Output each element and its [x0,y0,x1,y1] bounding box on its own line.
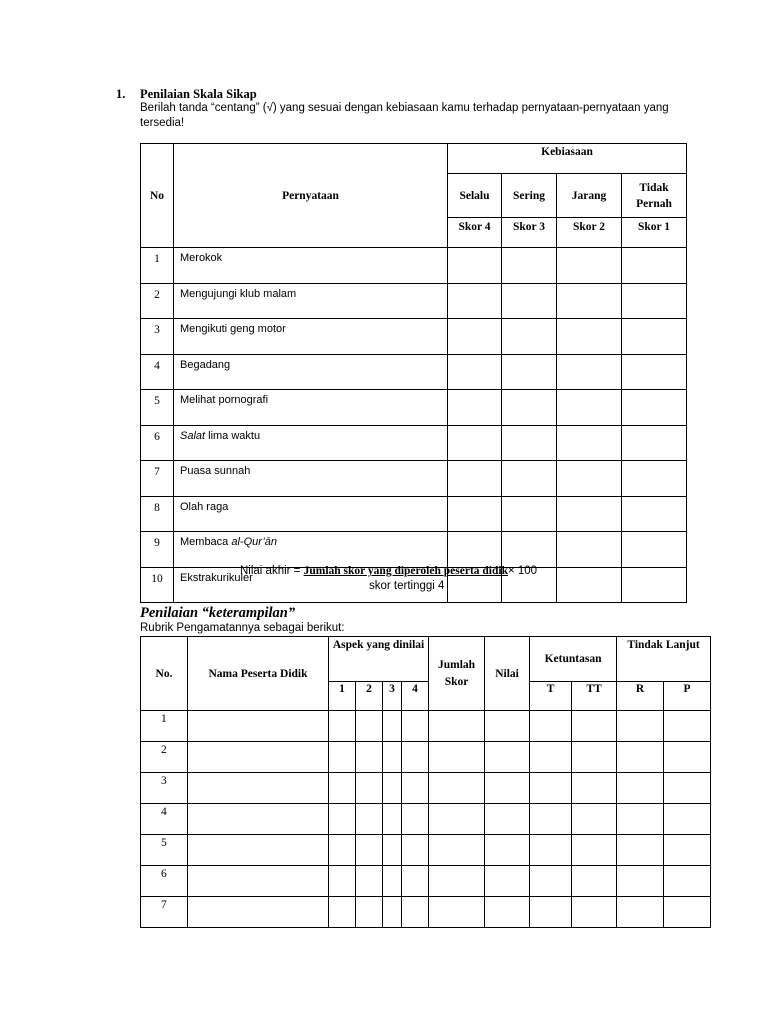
row-number: 9 [141,532,174,568]
total-score-cell[interactable] [429,711,485,742]
check-cell[interactable] [622,496,687,532]
completion-cell[interactable] [530,897,572,928]
check-cell[interactable] [557,283,622,319]
statement-italic: al-Qur’ān [231,536,278,548]
followup-cell[interactable] [664,835,711,866]
check-cell[interactable] [448,248,502,284]
statement-italic: Salat [180,429,206,442]
completion-cell[interactable] [572,711,617,742]
statement-rest: Membaca [180,536,232,548]
aspect-cell[interactable] [356,804,383,835]
header-value: Nilai [485,637,530,711]
statement-text [174,532,448,568]
check-cell[interactable] [557,496,622,532]
total-score-cell[interactable] [429,897,485,928]
row-number: 10 [141,567,174,603]
attitude-scale-table [140,143,687,603]
aspect-cell[interactable] [402,742,429,773]
header-option-rarely: Jarang [557,174,622,218]
check-cell[interactable] [557,390,622,426]
aspect-2: 2 [356,682,383,711]
aspect-cell[interactable] [383,897,402,928]
aspect-cell[interactable] [383,866,402,897]
student-name-cell[interactable] [188,866,329,897]
header-follow-up: Tindak Lanjut [617,637,711,682]
skills-section-subtitle: Rubrik Pengamatannya sebagai berikut: [140,622,345,634]
row-number: 4 [141,804,188,835]
value-cell[interactable] [485,711,530,742]
check-cell[interactable] [502,461,557,497]
statement-rest: lima waktu [205,429,261,442]
check-cell[interactable] [502,248,557,284]
completion-cell[interactable] [572,804,617,835]
header-habit: Kebiasaan [448,144,687,174]
check-cell[interactable] [557,461,622,497]
header-no: No. [141,637,188,711]
total-score-cell[interactable] [429,835,485,866]
followup-cell[interactable] [617,866,664,897]
check-cell[interactable] [622,354,687,390]
header-option-always: Selalu [448,174,502,218]
completion-cell[interactable] [572,866,617,897]
statement-text: Mengujungi klub malam [174,283,448,319]
completion-cell[interactable] [572,742,617,773]
skills-section-title: Penilaian “keterampilan” [140,605,296,621]
aspect-cell[interactable] [329,835,356,866]
completion-cell[interactable] [530,742,572,773]
row-number: 8 [141,496,174,532]
followup-cell[interactable] [617,742,664,773]
check-cell[interactable] [557,425,622,461]
statement-text: Ekstrakurikuler [174,567,448,603]
row-number: 2 [141,283,174,319]
statement-text: Puasa sunnah [174,461,448,497]
completion-cell[interactable] [530,711,572,742]
check-cell[interactable] [502,390,557,426]
header-statement: Pernyataan [174,144,448,248]
formula-numerator: Jumlah skor yang diperoleh peserta didik [303,565,508,577]
completion-cell[interactable] [530,773,572,804]
section-number: 1. [116,87,126,101]
completion-t: T [530,682,572,711]
statement-text: Olah raga [174,496,448,532]
aspect-3: 3 [383,682,402,711]
check-cell[interactable] [502,354,557,390]
aspect-cell[interactable] [356,835,383,866]
followup-cell[interactable] [664,742,711,773]
value-cell[interactable] [485,835,530,866]
aspect-cell[interactable] [356,897,383,928]
followup-cell[interactable] [617,711,664,742]
check-cell[interactable] [502,319,557,355]
followup-cell[interactable] [664,866,711,897]
aspect-cell[interactable] [329,804,356,835]
aspect-cell[interactable] [402,773,429,804]
aspect-cell[interactable] [402,866,429,897]
aspect-cell[interactable] [356,866,383,897]
followup-cell[interactable] [664,773,711,804]
header-aspects: Aspek yang dinilai [329,637,429,682]
row-number: 3 [141,319,174,355]
student-name-cell[interactable] [188,804,329,835]
check-cell[interactable] [622,319,687,355]
followup-cell[interactable] [664,804,711,835]
row-number: 5 [141,390,174,426]
formula-suffix: × 100 [507,565,538,577]
statement-text: Merokok [174,248,448,284]
student-name-cell[interactable] [188,897,329,928]
check-cell[interactable] [502,283,557,319]
statement-text: Begadang [174,354,448,390]
followup-cell[interactable] [617,835,664,866]
final-score-formula [240,565,537,577]
check-cell[interactable] [448,425,502,461]
row-number: 5 [141,835,188,866]
value-cell[interactable] [485,804,530,835]
score-4: Skor 4 [448,218,502,248]
completion-cell[interactable] [572,835,617,866]
followup-cell[interactable] [617,897,664,928]
statement-text: Mengikuti geng motor [174,319,448,355]
check-cell[interactable] [622,248,687,284]
check-cell[interactable] [622,390,687,426]
check-cell[interactable] [502,496,557,532]
check-cell[interactable] [557,567,622,603]
followup-r: R [617,682,664,711]
header-completion: Ketuntasan [530,637,617,682]
value-cell[interactable] [485,866,530,897]
check-cell[interactable] [557,354,622,390]
check-cell[interactable] [622,283,687,319]
header-student-name: Nama Peserta Didik [188,637,329,711]
row-number: 3 [141,773,188,804]
aspect-cell[interactable] [356,711,383,742]
aspect-cell[interactable] [402,897,429,928]
header-no: No [141,144,174,248]
section-title: Penilaian Skala Sikap [140,87,257,101]
aspect-cell[interactable] [383,711,402,742]
aspect-cell[interactable] [329,897,356,928]
aspect-cell[interactable] [402,804,429,835]
check-cell[interactable] [448,461,502,497]
row-number: 4 [141,354,174,390]
aspect-cell[interactable] [383,835,402,866]
aspect-4: 4 [402,682,429,711]
aspect-cell[interactable] [329,866,356,897]
followup-cell[interactable] [617,773,664,804]
student-name-cell[interactable] [188,835,329,866]
row-number: 7 [141,461,174,497]
aspect-cell[interactable] [383,773,402,804]
statement-text: Melihat pornografi [174,390,448,426]
aspect-1: 1 [329,682,356,711]
total-score-cell[interactable] [429,742,485,773]
value-cell[interactable] [485,897,530,928]
row-number: 6 [141,866,188,897]
check-cell[interactable] [557,532,622,568]
check-cell[interactable] [622,532,687,568]
instruction-line-1: Berilah tanda “centang” (√) yang sesuai dengan kebiasaan kamu terhadap pernyataan-pernyataan yang [140,102,669,114]
student-name-cell[interactable] [188,773,329,804]
check-cell[interactable] [448,390,502,426]
completion-cell[interactable] [572,773,617,804]
score-2: Skor 2 [557,218,622,248]
row-number: 2 [141,742,188,773]
aspect-cell[interactable] [329,711,356,742]
total-score-cell[interactable] [429,866,485,897]
student-name-cell[interactable] [188,742,329,773]
check-cell[interactable] [448,496,502,532]
student-name-cell[interactable] [188,711,329,742]
value-cell[interactable] [485,742,530,773]
check-cell[interactable] [557,319,622,355]
completion-cell[interactable] [530,866,572,897]
followup-cell[interactable] [617,804,664,835]
completion-cell[interactable] [530,804,572,835]
score-3: Skor 3 [502,218,557,248]
check-cell[interactable] [622,425,687,461]
formula-denominator: skor tertinggi 4 [369,580,445,592]
check-cell[interactable] [502,532,557,568]
value-cell[interactable] [485,773,530,804]
aspect-cell[interactable] [383,742,402,773]
instruction-line-2: tersedia! [140,117,185,129]
check-cell[interactable] [622,567,687,603]
aspect-cell[interactable] [329,742,356,773]
aspect-cell[interactable] [402,835,429,866]
header-option-often: Sering [502,174,557,218]
row-number: 1 [141,248,174,284]
check-cell[interactable] [448,532,502,568]
skills-observation-table [140,636,711,928]
score-1: Skor 1 [622,218,687,248]
statement-text [174,425,448,461]
aspect-cell[interactable] [329,773,356,804]
followup-cell[interactable] [664,897,711,928]
completion-cell[interactable] [572,897,617,928]
formula-prefix: Nilai akhir = [240,565,304,577]
followup-p: P [664,682,711,711]
check-cell[interactable] [448,354,502,390]
followup-cell[interactable] [664,711,711,742]
check-cell[interactable] [622,461,687,497]
check-cell[interactable] [448,319,502,355]
completion-tt: TT [572,682,617,711]
aspect-cell[interactable] [383,804,402,835]
check-cell[interactable] [448,283,502,319]
row-number: 1 [141,711,188,742]
check-cell[interactable] [557,248,622,284]
aspect-cell[interactable] [356,773,383,804]
aspect-cell[interactable] [402,711,429,742]
row-number: 7 [141,897,188,928]
completion-cell[interactable] [530,835,572,866]
row-number: 6 [141,425,174,461]
header-option-never: Tidak Pernah [622,174,687,218]
check-cell[interactable] [502,425,557,461]
total-score-cell[interactable] [429,804,485,835]
total-score-cell[interactable] [429,773,485,804]
header-total-score: Jumlah Skor [429,637,485,711]
aspect-cell[interactable] [356,742,383,773]
